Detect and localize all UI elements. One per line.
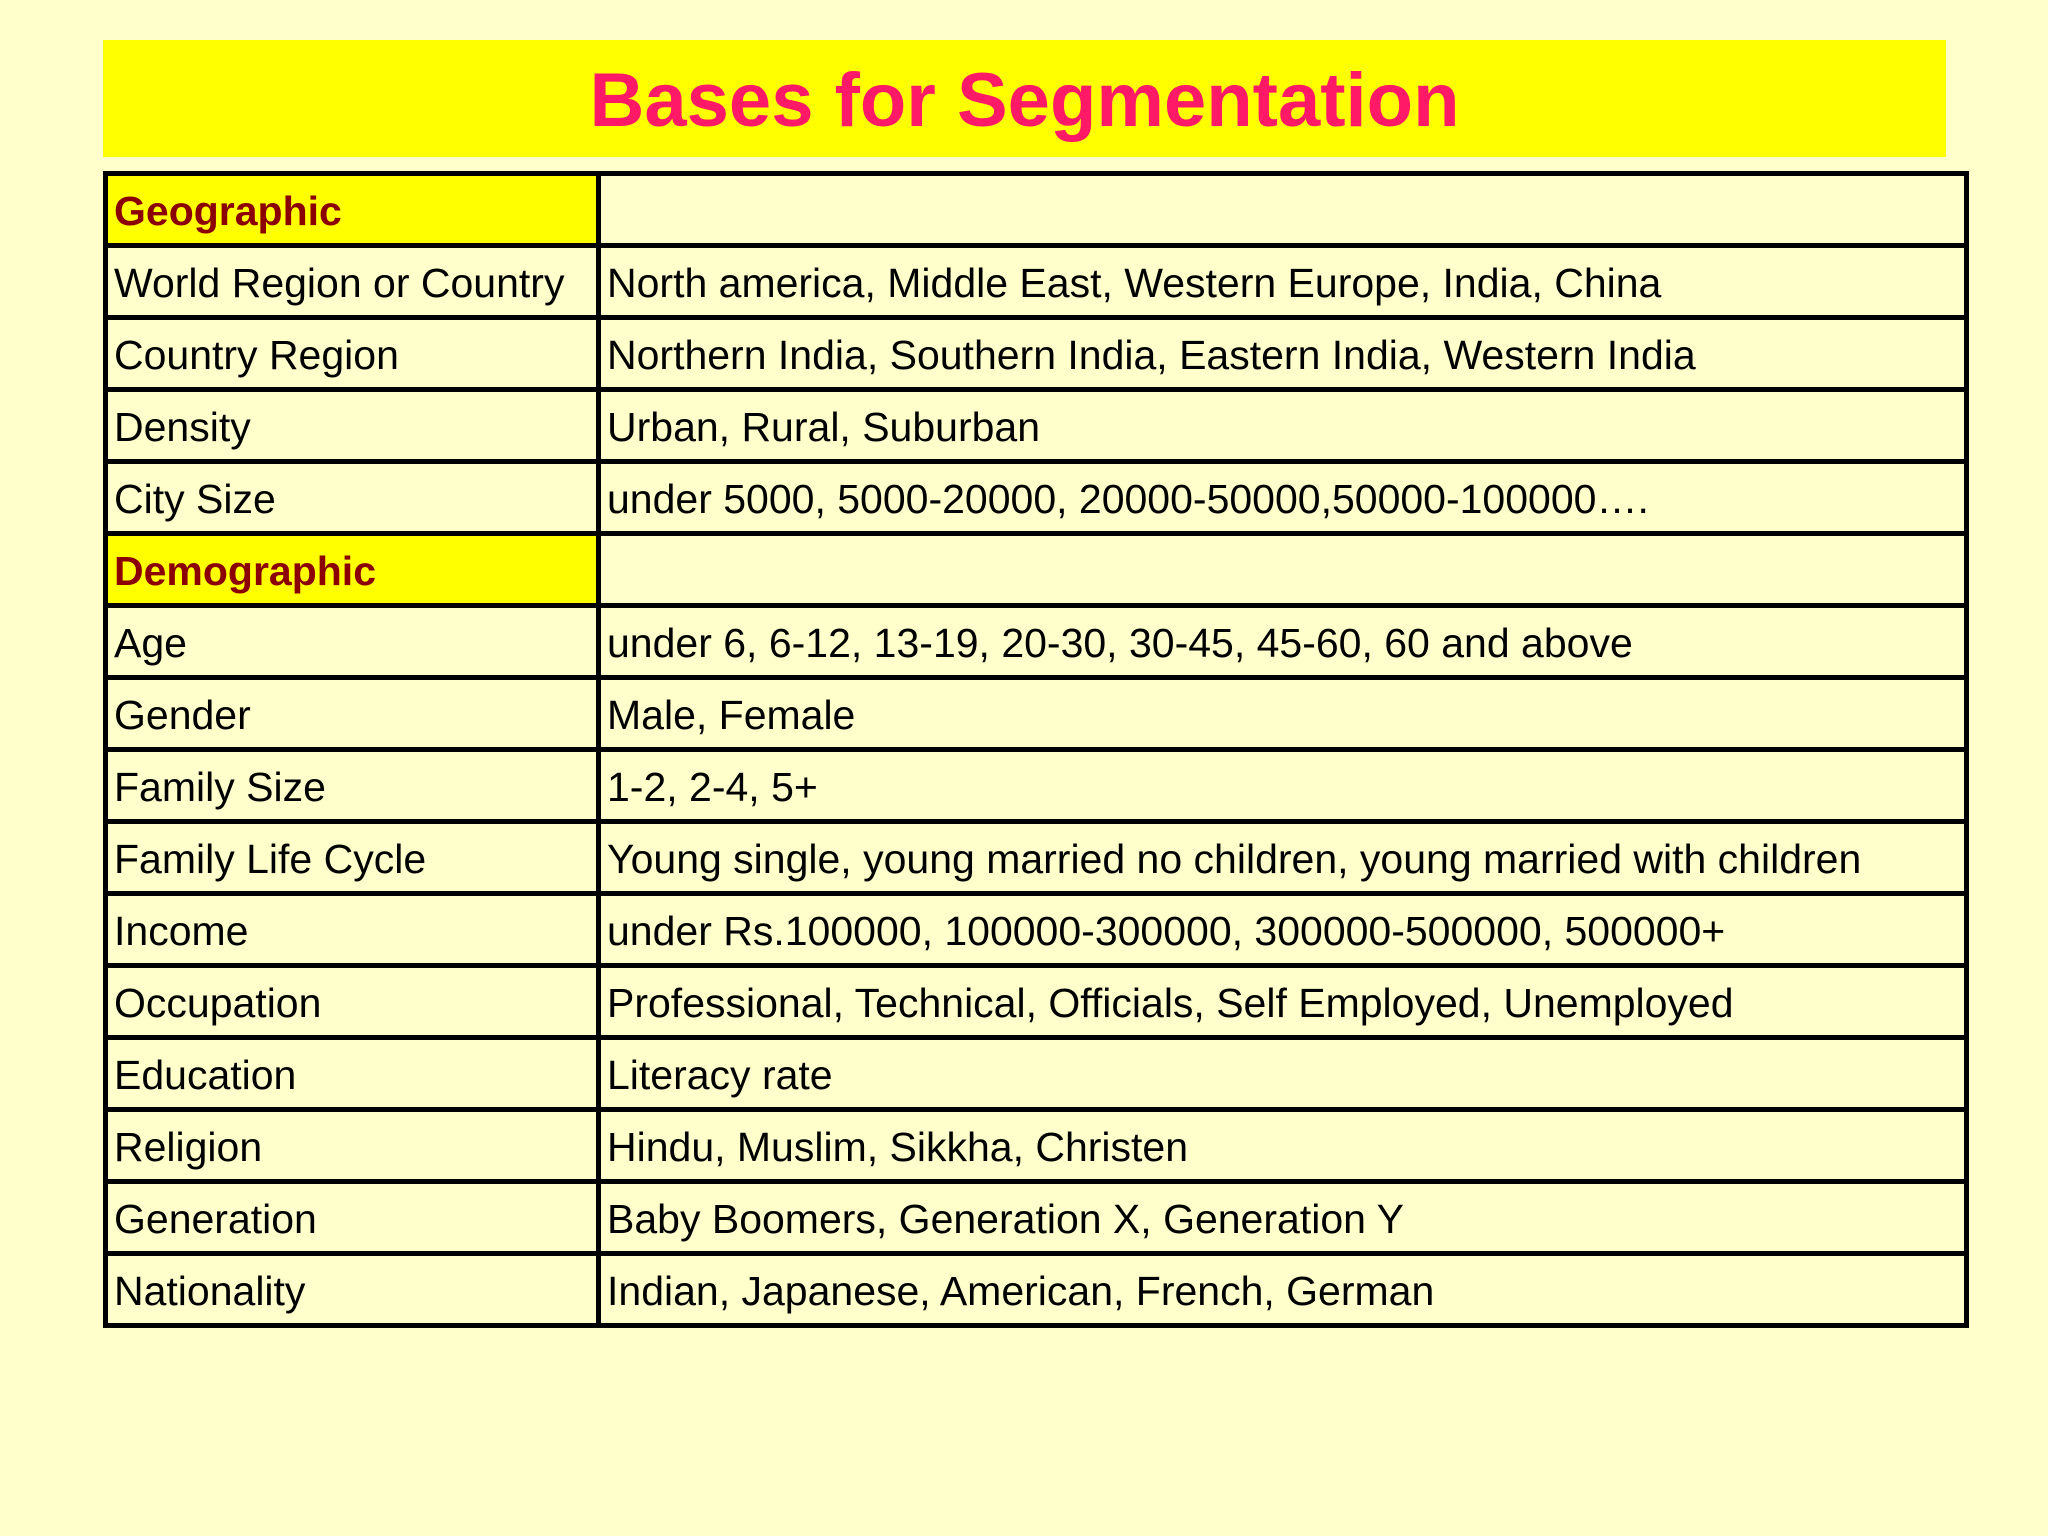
segment-variable: Family Size [106,750,599,822]
segmentation-table-body [106,174,1967,1326]
table-row [106,750,1967,822]
segment-values: under 6, 6-12, 13-19, 20-30, 30-45, 45-60, 60 and above [599,606,1967,678]
segment-values: Professional, Technical, Officials, Self Employed, Unemployed [599,966,1967,1038]
category-row [106,534,1967,606]
table-row [106,966,1967,1038]
segment-variable: Income [106,894,599,966]
segment-variable: Density [106,390,599,462]
segment-values: Hindu, Muslim, Sikkha, Christen [599,1110,1967,1182]
segment-variable: Religion [106,1110,599,1182]
segment-values: Urban, Rural, Suburban [599,390,1967,462]
table-row [106,1110,1967,1182]
segment-variable: Education [106,1038,599,1110]
table-row [106,462,1967,534]
category-value-cell [599,174,1967,246]
segment-variable: Age [106,606,599,678]
segment-variable: Gender [106,678,599,750]
segment-values: Northern India, Southern India, Eastern India, Western India [599,318,1967,390]
segment-variable: Generation [106,1182,599,1254]
table-row [106,894,1967,966]
table-row [106,606,1967,678]
table-row [106,318,1967,390]
segment-values: 1-2, 2-4, 5+ [599,750,1967,822]
title-banner [103,40,1946,157]
segment-variable: Nationality [106,1254,599,1326]
segment-variable: Occupation [106,966,599,1038]
table-row [106,1254,1967,1326]
segment-values: Literacy rate [599,1038,1967,1110]
segment-variable: Country Region [106,318,599,390]
table-row [106,1182,1967,1254]
segment-variable: City Size [106,462,599,534]
category-value-cell [599,534,1967,606]
segment-values: under 5000, 5000-20000, 20000-50000,50000-100000…. [599,462,1967,534]
category-row [106,174,1967,246]
category-heading: Geographic [106,174,599,246]
table-row [106,822,1967,894]
table-row [106,246,1967,318]
slide-title: Bases for Segmentation [589,58,1460,143]
segment-values: under Rs.100000, 100000-300000, 300000-500000, 500000+ [599,894,1967,966]
segment-values: Male, Female [599,678,1967,750]
table-row [106,390,1967,462]
category-heading: Demographic [106,534,599,606]
table-row [106,678,1967,750]
segment-values: Young single, young married no children, young married with children [599,822,1967,894]
segmentation-table [103,171,1969,1328]
segment-values: Baby Boomers, Generation X, Generation Y [599,1182,1967,1254]
segment-variable: Family Life Cycle [106,822,599,894]
table-row [106,1038,1967,1110]
segment-values: North america, Middle East, Western Europe, India, China [599,246,1967,318]
segment-values: Indian, Japanese, American, French, German [599,1254,1967,1326]
segment-variable: World Region or Country [106,246,599,318]
